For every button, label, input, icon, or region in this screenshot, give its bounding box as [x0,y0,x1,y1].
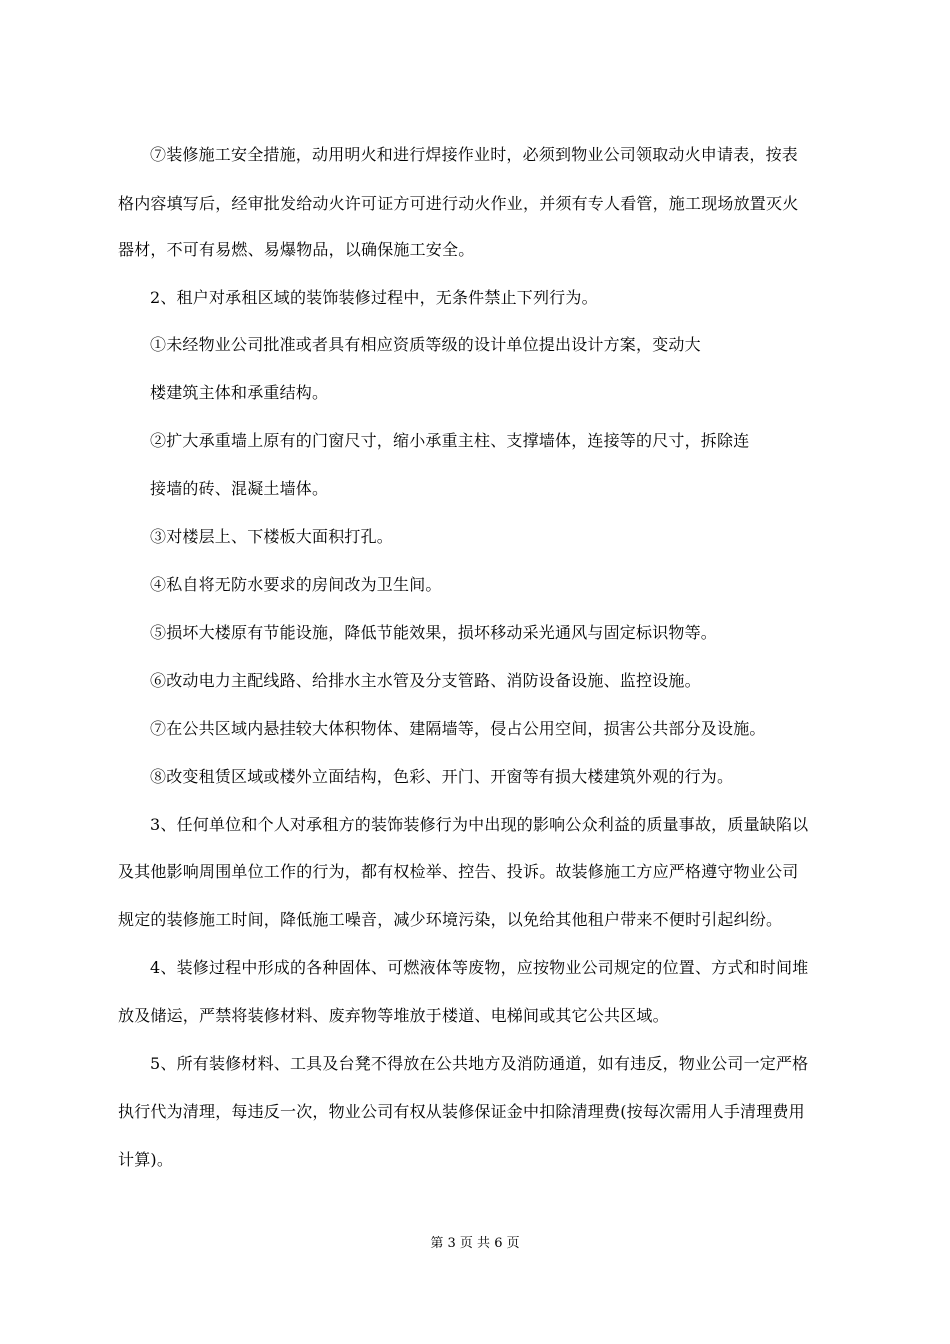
page-number-footer: 第 3 页 共 6 页 [430,1236,520,1251]
paragraph-line: 2、租户对承租区域的装饰装修过程中，无条件禁止下列行为。 [150,288,598,307]
paragraph-line: 器材，不可有易燃、易爆物品，以确保施工安全。 [118,240,475,259]
paragraph-line: ⑧改变租赁区域或楼外立面结构，色彩、开门、开窗等有损大楼建筑外观的行为。 [150,767,734,786]
paragraph-line: ⑤损坏大楼原有节能设施，降低节能效果，损坏移动采光通风与固定标识物等。 [150,623,718,642]
paragraph-line: 及其他影响周围单位工作的行为，都有权检举、控告、投诉。故装修施工方应严格遵守物业公司 [118,862,799,881]
paragraph-line: 接墙的砖、混凝土墙体。 [150,479,329,498]
paragraph-line: ②扩大承重墙上原有的门窗尺寸，缩小承重主柱、支撑墙体，连接等的尺寸，拆除连 [150,431,750,450]
paragraph-line: 规定的装修施工时间，降低施工噪音，减少环境污染，以免给其他租户带来不便时引起纠纷。 [118,910,783,929]
paragraph-line: 放及储运，严禁将装修材料、废弃物等堆放于楼道、电梯间或其它公共区域。 [118,1006,669,1025]
paragraph-line: 3、任何单位和个人对承租方的装饰装修行为中出现的影响公众利益的质量事故，质量缺陷以 [150,815,809,834]
paragraph-line: 计算)。 [118,1150,174,1169]
paragraph-line: 楼建筑主体和承重结构。 [150,383,329,402]
paragraph-line: ⑥改动电力主配线路、给排水主水管及分支管路、消防设备设施、监控设施。 [150,671,701,690]
paragraph-line: 5、所有装修材料、工具及台凳不得放在公共地方及消防通道，如有违反，物业公司一定严格 [150,1054,809,1073]
paragraph-line: ③对楼层上、下楼板大面积打孔。 [150,527,394,546]
paragraph-line: 格内容填写后，经审批发给动火许可证方可进行动火作业，并须有专人看管，施工现场放置灭火 [118,194,799,213]
paragraph-line: ④私自将无防水要求的房间改为卫生间。 [150,575,442,594]
paragraph-line: ①未经物业公司批准或者具有相应资质等级的设计单位提出设计方案，变动大 [150,335,701,354]
paragraph-line: 4、装修过程中形成的各种固体、可燃液体等废物，应按物业公司规定的位置、方式和时间堆 [150,958,809,977]
paragraph-line: ⑦装修施工安全措施，动用明火和进行焊接作业时，必须到物业公司领取动火申请表，按表 [150,145,799,164]
paragraph-line: ⑦在公共区域内悬挂较大体积物体、建隔墙等，侵占公用空间，损害公共部分及设施。 [150,719,766,738]
paragraph-line: 执行代为清理，每违反一次，物业公司有权从装修保证金中扣除清理费(按每次需用人手清理费用 [118,1102,805,1121]
